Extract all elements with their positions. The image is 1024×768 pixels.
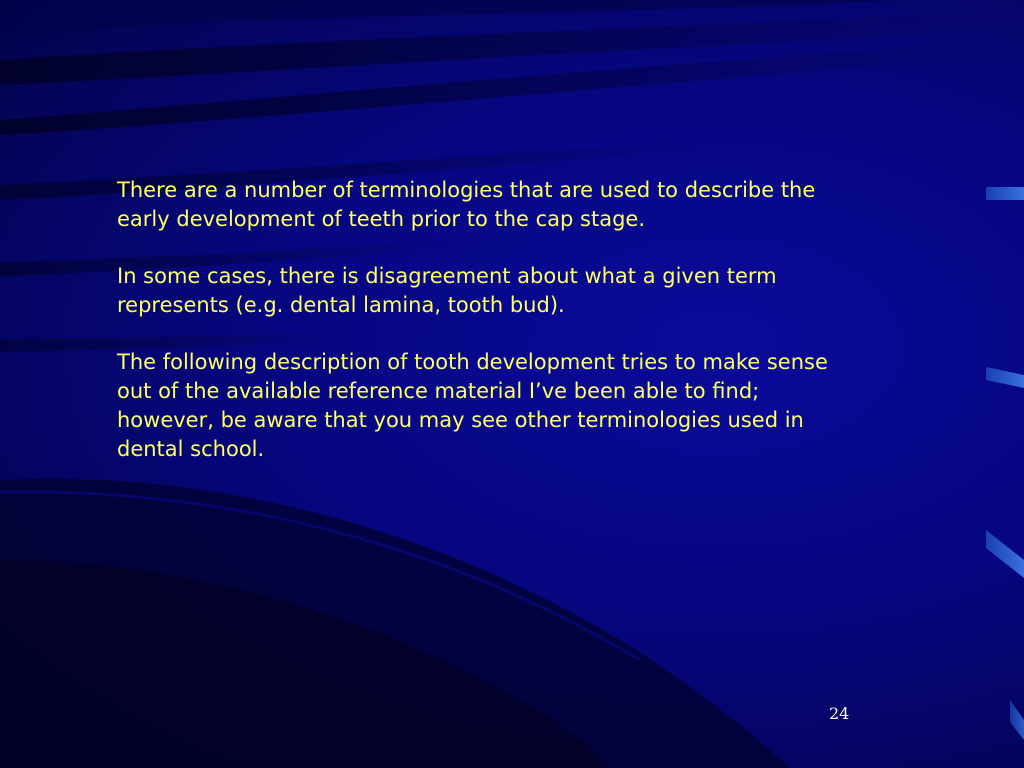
paragraph-terminology-intro: There are a number of terminologies that are used to describe the early development of teeth prior to the cap stage.	[117, 178, 816, 231]
slide-body	[117, 176, 937, 492]
paragraph-disagreement: In some cases, there is disagreement about what a given term represents (e.g. dental lamina, tooth bud).	[117, 264, 777, 317]
page-number: 24	[829, 704, 850, 723]
paragraph-description-note: The following description of tooth development tries to make sense out of the available reference material I’ve been able to find; however, be aware that you may see other terminologies used in dental school.	[117, 350, 828, 461]
